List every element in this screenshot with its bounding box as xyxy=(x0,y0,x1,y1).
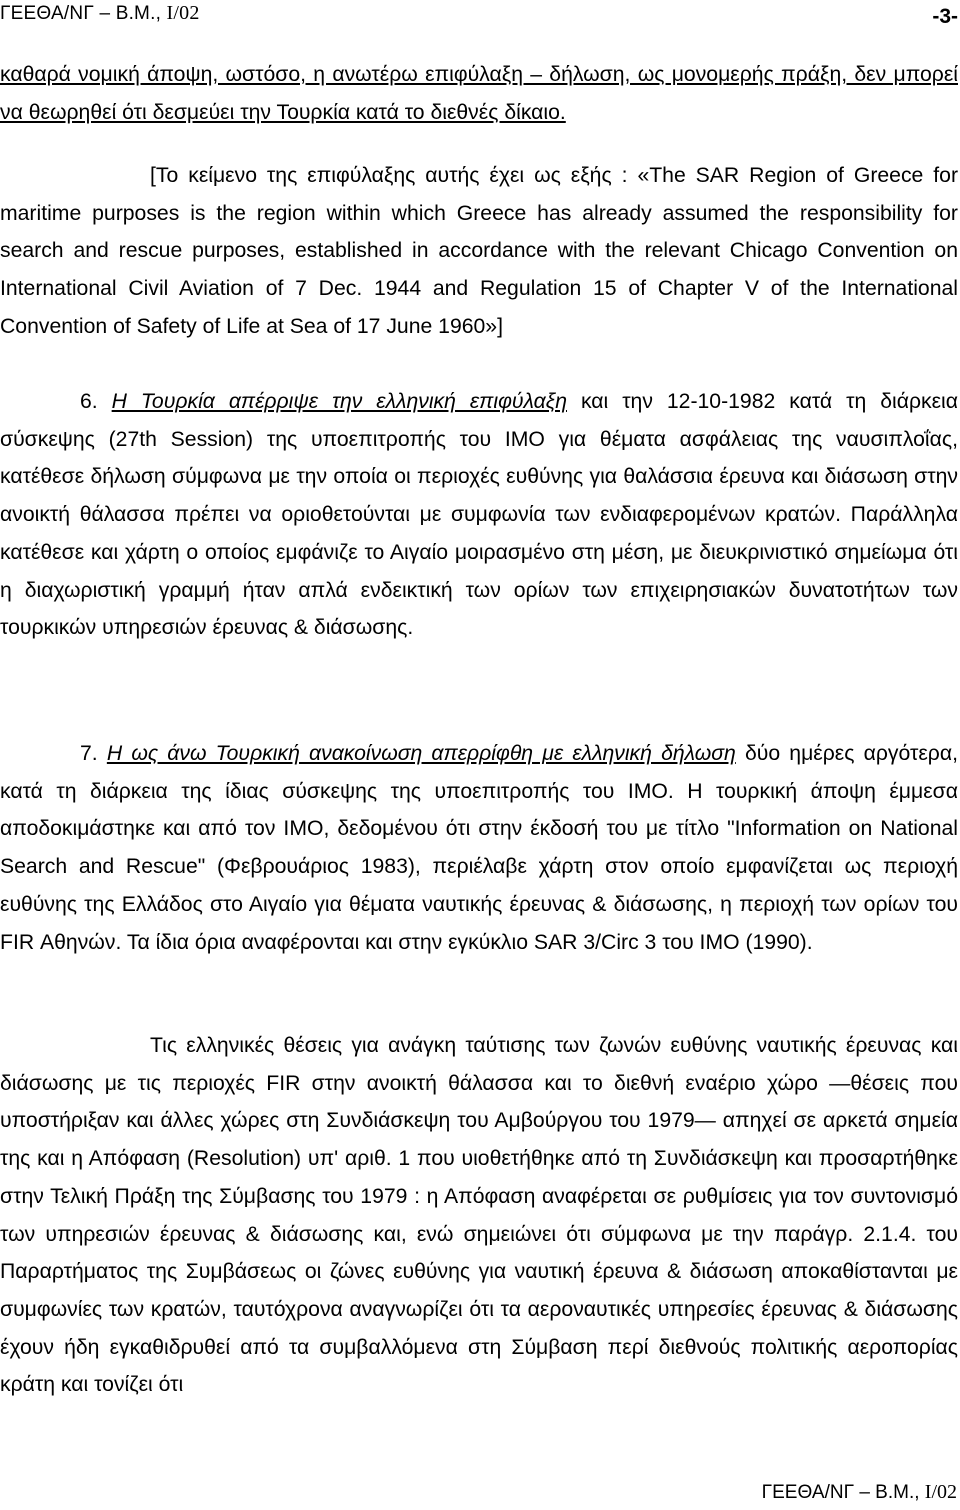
header-document-code xyxy=(0,0,200,27)
paragraph-number: 6. xyxy=(80,390,112,413)
paragraph-reservation-quote: [Το κείμενο της επιφύλαξης αυτής έχει ως εξής : «The SAR Region of Greece for maritime purposes is the region within which Greece has already assumed the responsibility for search and rescue purposes, established in accordance with the relevant Chicago Convention on International Civil Aviation of 7 Dec. 1944 and Regulation 15 of Chapter V of the International Convention of Safety of Life at Sea of 17 June 1960»] xyxy=(0,164,958,338)
paragraph-body: δύο ημέρες αργότερα, κατά τη διάρκεια της ίδιας σύσκεψης της υποεπιτροπής του ΙΜΟ. Η τουρκική άποψη έμμεσα αποδοκιμάστηκε και από τον ΙΜΟ, δεδομένου ότι στην έκδοσή του με τίτλο "Information on National Search and Rescue" (Φεβρουάριος 1983), περιέλαβε χάρτη στον οποίο εμφανίζεται ως περιοχή ευθύνης της Ελλάδος στο Αιγαίο για θέματα ναυτικής έρευνας & διάσωσης, η περιοχή των ορίων του FIR Αθηνών. Τα ίδια όρια αναφέρονται και στην εγκύκλιο SAR 3/Circ 3 του ΙΜΟ (1990). xyxy=(0,742,958,954)
emphasis-text: Η Τουρκία απέρριψε την ελληνική επιφύλαξη xyxy=(111,390,567,413)
paragraph-6 xyxy=(0,383,958,647)
page-number: -3- xyxy=(932,5,958,28)
footer-code-number: Ι/02 xyxy=(924,1481,957,1503)
footer-document-code xyxy=(762,1479,957,1506)
header-code-prefix: ΓΕΕΘΑ/ΝΓ – Β.Μ., xyxy=(0,3,167,24)
paragraph-number: 7. xyxy=(80,742,107,765)
header-code-number: Ι/02 xyxy=(166,2,200,24)
paragraph-7 xyxy=(0,735,958,961)
emphasis-text: Η ως άνω Τουρκική ανακοίνωση απερρίφθη με ελληνική δήλωση xyxy=(106,742,736,765)
paragraph-continuation xyxy=(0,56,958,131)
paragraph-body: και την 12-10-1982 κατά τη διάρκεια σύσκεψης (27th Session) της υποεπιτροπής του ΙΜΟ για θέματα ασφάλειας της ναυσιπλοΐας, κατέθεσε δήλωση σύμφωνα με την οποία οι περιοχές ευθύνης για θαλάσσια έρευνα και διάσωση στην ανοικτή θάλασσα πρέπει να οριοθετούνται με συμφωνία των ενδιαφερομένων κρατών. Παράλληλα κατέθεσε και χάρτη ο οποίος εμφάνιζε το Αιγαίο μοιρασμένο στη μέση, με διευκρινιστικό σημείωμα ότι η διαχωριστική γραμμή ήταν απλά ενδεικτική των ορίων των επιχειρησιακών δυνατοτήτων των τουρκικών υπηρεσιών έρευνας & διάσωσης. xyxy=(0,390,958,640)
underlined-text: καθαρά νομική άποψη, ωστόσο, η ανωτέρω επιφύλαξη – δήλωση, ως μονομερής πράξη, δεν μπορεί να θεωρηθεί ότι δεσμεύει την Τουρκία κατά το διεθνές δίκαιο. xyxy=(0,63,958,124)
paragraph-greek-positions: Τις ελληνικές θέσεις για ανάγκη ταύτισης των ζωνών ευθύνης ναυτικής έρευνας και διάσωσης με τις περιοχές FIR στην ανοικτή θάλασσα και το διεθνή εναέριο χώρο —θέσεις που υποστήριξαν και άλλες χώρες στη Συνδιάσκεψη του Αμβούργου του 1979— απηχεί σε αρκετά σημεία της και η Απόφαση (Resolution) υπ' αριθ. 1 που υιοθετήθηκε από τη Συνδιάσκεψη και προσαρτήθηκε στην Τελική Πράξη της Σύμβασης του 1979 : η Απόφαση αναφέρεται σε ρυθμίσεις για τον συντονισμό των υπηρεσιών έρευνας & διάσωσης και, ενώ σημειώνει ότι σύμφωνα με την παράγρ. 2.1.4. του Παραρτήματος της Συμβάσεως οι ζώνες ευθύνης για ναυτική έρευνα & διάσωση αποκαθίστανται με συμφωνίες των κρατών, ταυτόχρονα αναγνωρίζει ότι τα αεροναυτικές υπηρεσίες έρευνας & διάσωσης έχουν ήδη εγκαθιδρυθεί από τα συμβαλλόμενα στη Σύμβαση περί διεθνούς πολιτικής αεροπορίας κράτη και τονίζει ότι xyxy=(0,1034,958,1397)
footer-code-prefix: ΓΕΕΘΑ/ΝΓ – Β.Μ., xyxy=(761,1482,925,1503)
